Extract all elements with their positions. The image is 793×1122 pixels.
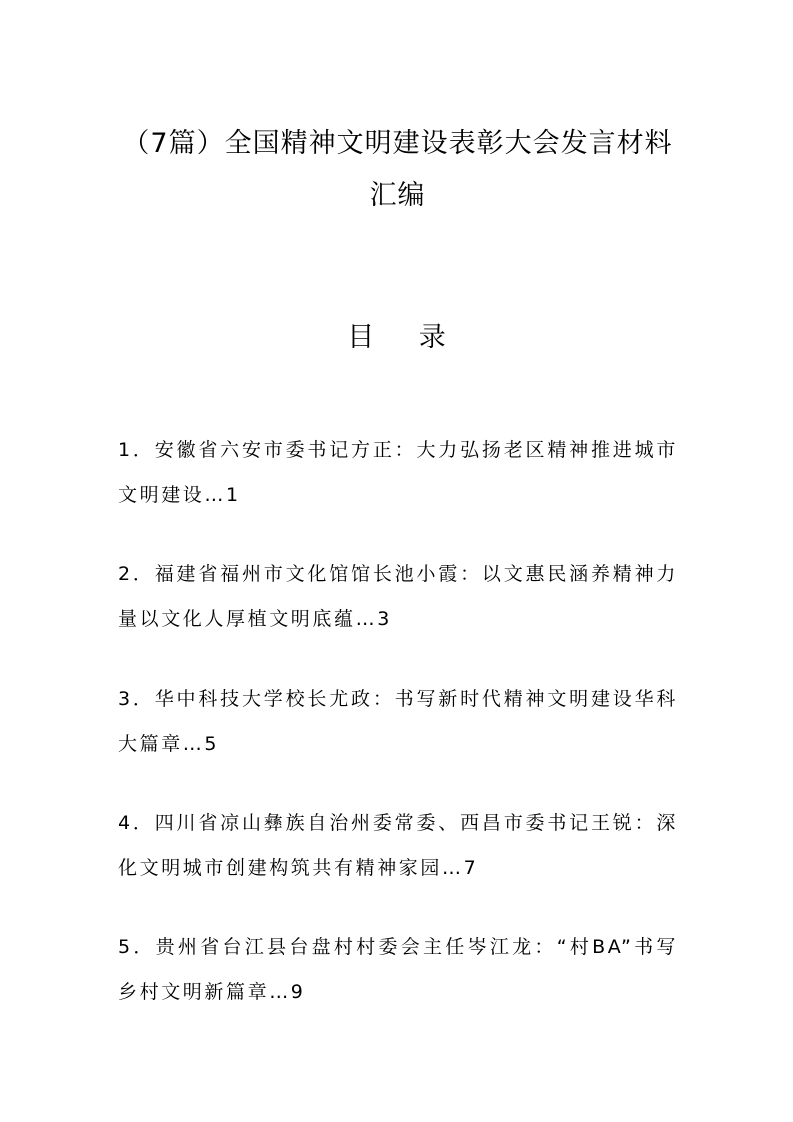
toc-item: 5．贵州省台江县台盘村村委会主任岑江龙：“村BA”书写乡村文明新篇章…9 xyxy=(118,936,678,1003)
document-title: （7篇）全国精神文明建设表彰大会发言材料汇编 xyxy=(122,128,673,211)
toc-heading: 目 录 xyxy=(347,322,464,353)
toc-item: 1．安徽省六安市委书记方正：大力弘扬老区精神推进城市文明建设…1 xyxy=(118,439,678,506)
toc-item: 4．四川省凉山彝族自治州委常委、西昌市委书记王锐：深化文明城市创建构筑共有精神家园…7 xyxy=(118,812,678,879)
toc-item: 2．福建省福州市文化馆馆长池小霞：以文惠民涵养精神力量以文化人厚植文明底蕴…3 xyxy=(118,563,678,630)
toc-item: 3．华中科技大学校长尤政：书写新时代精神文明建设华科大篇章…5 xyxy=(118,688,678,755)
